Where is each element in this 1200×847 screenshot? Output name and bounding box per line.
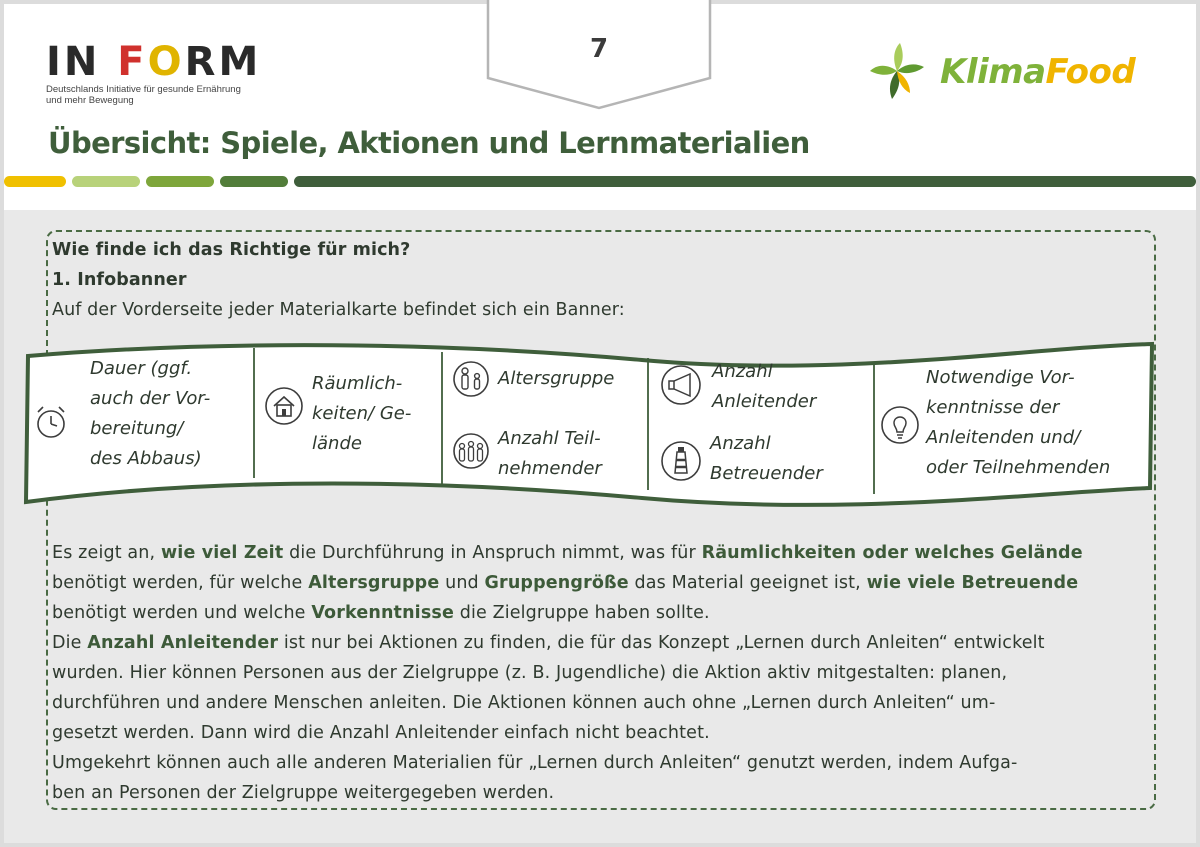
body-line-7: gesetzt werden. Dann wird die Anzahl Anleitender einfach nicht beachtet. [52,723,710,743]
banner-rooms-line3: lände [312,433,362,454]
intro-lead: Auf der Vorderseite jeder Materialkarte befindet sich ein Banner: [52,300,625,320]
house-icon [264,386,304,426]
lighthouse-icon [660,440,702,482]
megaphone-icon [660,364,702,406]
body-line-5: wurden. Hier können Personen aus der Zielgruppe (z. B. Jugendliche) die Aktion aktiv mitgestalten: planen, [52,663,1008,683]
banner-knowledge-line2: kenntnisse der [926,397,1060,418]
stripe-green [220,176,288,187]
inform-logo-word [46,39,262,85]
group-icon [452,432,490,470]
stripe-mid-green [146,176,214,187]
banner-instructors-line2: Anleitender [712,391,817,412]
banner-participants-line1: Anzahl Teil- [498,428,601,449]
people-icon [452,360,490,398]
body-text-span: die Durchführung in Anspruch nimmt, was für [283,543,702,563]
page-number: 7 [589,34,609,64]
banner-instructors [712,357,816,417]
header-color-stripes [4,176,1196,188]
leaf-cluster-icon [866,41,928,103]
inform-word-in: IN [46,39,118,85]
section-heading: 1. Infobanner [52,270,187,290]
highlight-time: wie viel Zeit [160,543,284,563]
alarm-clock-icon [34,404,68,440]
body-line-6: durchführen und andere Menschen anleiten. Die Aktionen können auch ohne „Lernen durch Anleiten“ um- [52,693,996,713]
body-paragraph [52,538,1083,808]
body-text-span: ist nur bei Aktionen zu finden, die für das Konzept „Lernen durch Anleiten“ entwickelt [278,633,1045,653]
stripe-dark-green [294,176,1196,187]
klimafood-logo [866,42,1135,102]
banner-knowledge-line3: Anleitenden und/ [926,427,1081,448]
highlight-group-size: Gruppengröße [484,573,629,593]
inform-subtitle [46,84,246,106]
highlight-prior-knowledge: Vorkenntnisse [311,603,454,623]
body-text-span: benötigt werden und welche [52,603,312,623]
banner-participants [498,424,602,484]
banner-rooms [312,369,411,459]
banner-supervisors-line1: Anzahl [710,433,771,454]
body-text-span: benötigt werden, für welche [52,573,309,593]
highlight-age-group: Altersgruppe [308,573,440,593]
banner-supervisors-line2: Betreuender [710,463,823,484]
banner-duration-line1: Dauer (ggf. [90,358,193,379]
body-text-span: die Zielgruppe haben sollte. [453,603,710,623]
banner-rooms-line1: Räumlich- [312,373,403,394]
klimafood-wordmark [940,52,1135,92]
banner-duration-line4: des Abbaus) [90,448,202,469]
banner-knowledge-line4: oder Teilnehmenden [926,457,1111,478]
inform-word-o: O [147,39,185,85]
banner-age-group: Altersgruppe [498,368,615,389]
highlight-rooms: Räumlichkeiten oder welches Gelände [701,543,1083,563]
body-line-2 [52,568,1083,598]
body-line-3 [52,598,1083,628]
stripe-yellow [4,176,66,187]
inform-word-rm: RM [184,39,262,85]
highlight-supervisors: wie viele Betreuende [866,573,1079,593]
body-text-span: Es zeigt an, [52,543,161,563]
body-text-span: und [439,573,485,593]
banner-duration-line3: bereitung/ [90,418,184,439]
banner-duration-line2: auch der Vor- [90,388,211,409]
page-title: Übersicht: Spiele, Aktionen und Lernmaterialien [48,126,810,160]
body-line-4 [52,628,1083,658]
banner-knowledge [926,363,1110,483]
body-line-8: Umgekehrt können auch alle anderen Materialien für „Lernen durch Anleiten“ genutzt werden, indem Aufga- [52,753,1018,773]
banner-duration [90,354,210,474]
body-text-span: das Material geeignet ist, [628,573,867,593]
banner-participants-line2: nehmender [498,458,602,479]
banner-rooms-line2: keiten/ Ge- [312,403,412,424]
banner-instructors-line1: Anzahl [712,361,773,382]
banner-knowledge-line1: Notwendige Vor- [926,367,1075,388]
intro-question: Wie finde ich das Richtige für mich? [52,240,411,260]
stripe-light-green [72,176,140,187]
klimafood-word-klima: Klima [940,52,1046,92]
inform-subtitle-line1: Deutschlands Initiative für gesunde Ernährung [46,84,241,95]
inform-subtitle-line2: und mehr Bewegung [46,95,134,106]
klimafood-word-food: Food [1045,52,1136,92]
lightbulb-icon [880,404,920,446]
inform-logo [46,39,262,106]
inform-word-f: F [117,39,148,85]
body-line-9: ben an Personen der Zielgruppe weitergegeben werden. [52,783,555,803]
banner-supervisors [710,429,823,489]
highlight-instructors: Anzahl Anleitender [87,633,279,653]
body-text-span: Die [52,633,88,653]
body-line-1 [52,538,1083,568]
